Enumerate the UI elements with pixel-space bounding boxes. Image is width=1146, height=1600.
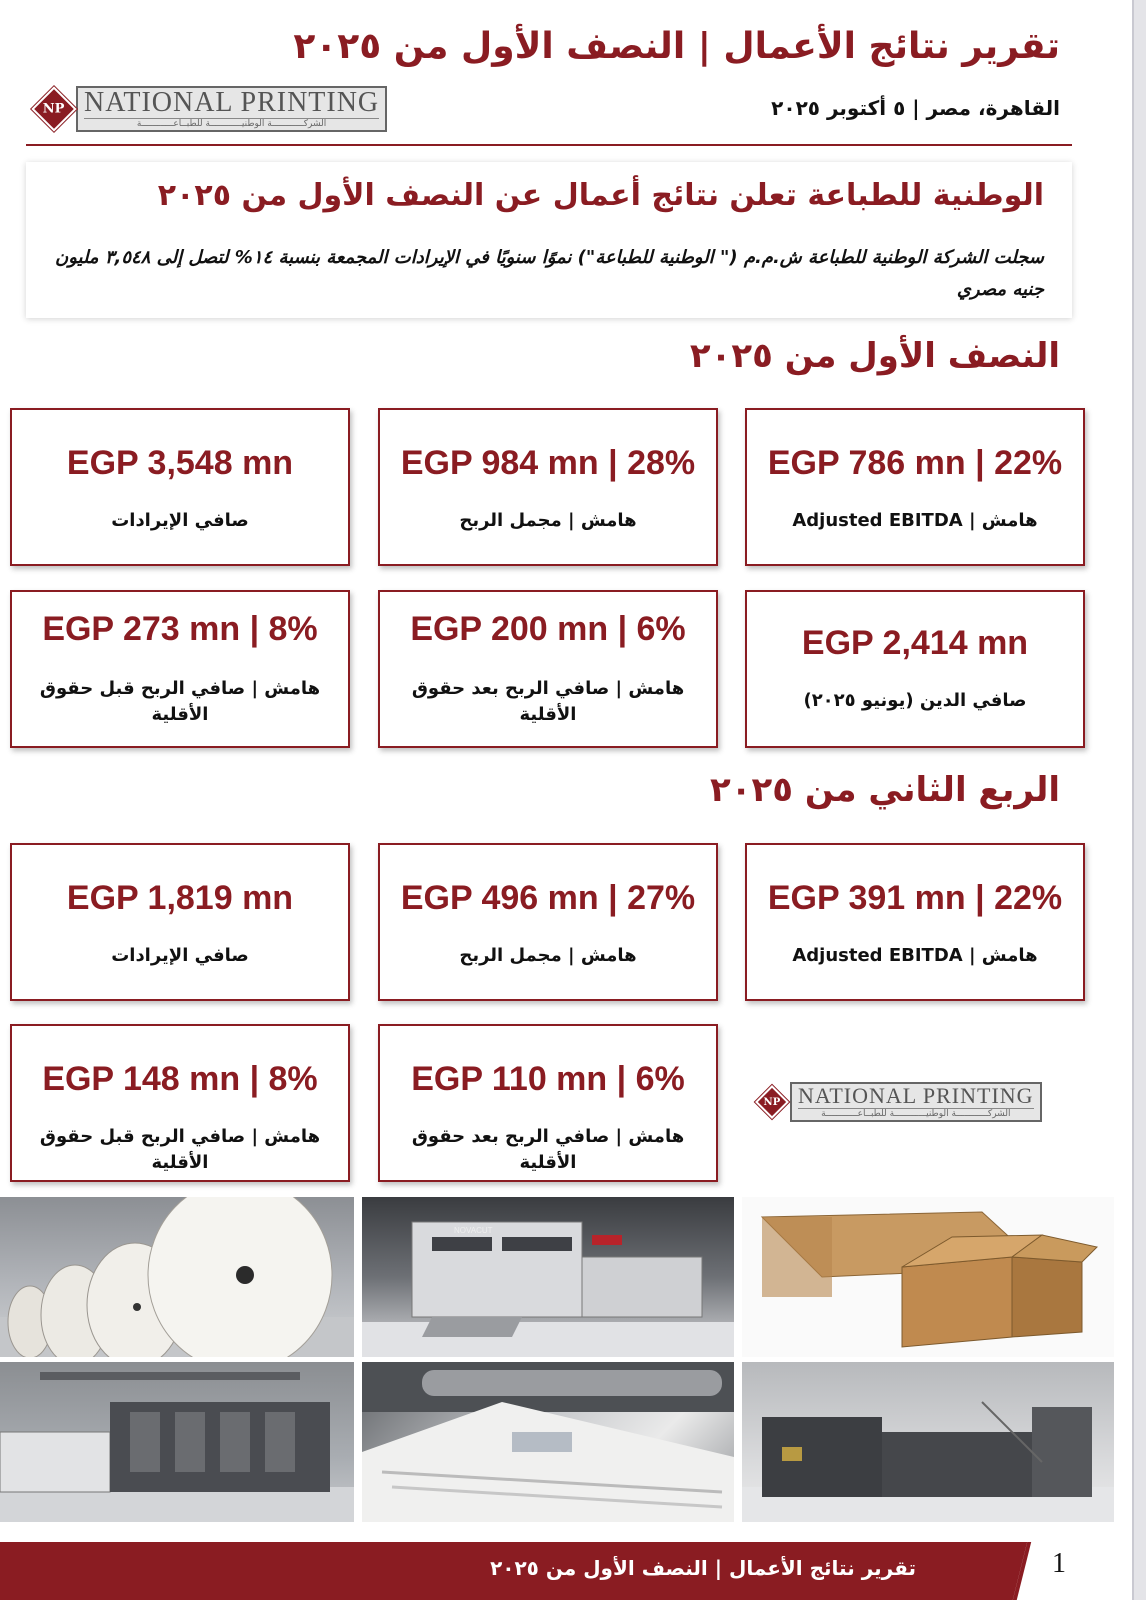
press-label: NOVACUT — [454, 1226, 493, 1235]
kpi-value: EGP 148 mn | 8% — [42, 1060, 318, 1098]
logo-mark: NP — [43, 101, 65, 117]
logo-mark: NP — [763, 1096, 781, 1108]
kpi-card-h1-ebitda — [745, 408, 1085, 566]
page-number: 1 — [1052, 1548, 1066, 1579]
kpi-value: EGP 984 mn | 28% — [400, 444, 696, 482]
kpi-card-h1-gross-profit — [378, 408, 718, 566]
announcement-box — [26, 162, 1072, 318]
photo-die-cutting-machine — [362, 1197, 734, 1357]
announcement-body: سجلت الشركة الوطنية للطباعة ش.م.م (" الوطنية للطباعة") نموًا سنويًا في الإيرادات المجمعة بنسبة ١٤% لتصل إلى ٣,٥٤٨ مليون جنيه مصري — [55, 247, 1044, 300]
paper-rolls-illustration — [0, 1197, 354, 1357]
kpi-value: EGP 200 mn | 6% — [410, 610, 686, 648]
kpi-label: هامش | صافي الربح قبل حقوق الأقلية — [39, 678, 321, 725]
kpi-label: هامش | مجمل الربح — [459, 945, 637, 966]
kpi-card-q2-ebitda — [745, 843, 1085, 1001]
footer-bar — [0, 1542, 1036, 1600]
offset-press-illustration — [0, 1362, 354, 1522]
kpi-value: EGP 110 mn | 6% — [411, 1060, 685, 1098]
kpi-label: هامش | Adjusted EBITDA — [792, 510, 1038, 531]
kpi-label: هامش | Adjusted EBITDA — [792, 945, 1038, 966]
kpi-value: EGP 1,819 mn — [66, 879, 294, 917]
logo-arabic: الشركــــــــــــة الوطنيــــــــــــة للطبــاعــــــــــــة — [798, 1108, 1034, 1120]
logo-diamond-icon — [31, 86, 76, 131]
kpi-value: EGP 2,414 mn — [801, 624, 1029, 662]
kpi-card-q2-net-profit-before-minority — [10, 1024, 350, 1182]
kpi-value: EGP 496 mn | 27% — [400, 879, 696, 917]
kpi-value: EGP 3,548 mn — [66, 444, 294, 482]
kpi-card-h1-net-debt — [745, 590, 1085, 748]
kpi-card-q2-revenue — [10, 843, 350, 1001]
kpi-card-q2-net-profit-after-minority — [378, 1024, 718, 1182]
newspaper-illustration — [362, 1362, 734, 1522]
company-logo — [38, 86, 387, 132]
header-divider — [26, 144, 1072, 146]
logo-diamond-icon — [755, 1085, 789, 1119]
kpi-card-h1-revenue — [10, 408, 350, 566]
section-title-q2: الربع الثاني من ٢٠٢٥ — [710, 770, 1060, 810]
kpi-label: هامش | صافي الربح بعد حقوق الأقلية — [411, 1126, 685, 1173]
logo-name: NATIONAL PRINTING — [84, 87, 380, 118]
kpi-value: EGP 786 mn | 22% — [767, 444, 1063, 482]
kpi-label: صافي الإيرادات — [111, 945, 249, 966]
photo-cardboard-box — [742, 1197, 1114, 1357]
kpi-card-q2-gross-profit — [378, 843, 718, 1001]
logo-wordmark — [76, 86, 387, 132]
page-edge-line — [1132, 0, 1134, 1600]
logo-name: NATIONAL PRINTING — [798, 1083, 1034, 1108]
kpi-label: صافي الدين (يونيو ٢٠٢٥) — [803, 690, 1027, 711]
company-logo-secondary — [760, 1082, 1042, 1122]
location-date: القاهرة، مصر | ٥ أكتوبر ٢٠٢٥ — [771, 96, 1060, 120]
section-title-h1: النصف الأول من ٢٠٢٥ — [689, 336, 1060, 376]
photo-industrial-press — [742, 1362, 1114, 1522]
kpi-card-h1-net-profit-before-minority — [10, 590, 350, 748]
kpi-label: هامش | مجمل الربح — [459, 510, 637, 531]
machine-illustration — [362, 1197, 734, 1357]
report-title: تقرير نتائج الأعمال | النصف الأول من ٢٠٢٥ — [293, 26, 1060, 67]
photo-paper-rolls — [0, 1197, 354, 1357]
announcement-headline: الوطنية للطباعة تعلن نتائج أعمال عن النصف الأول من ٢٠٢٥ — [157, 178, 1044, 213]
kpi-value: EGP 391 mn | 22% — [767, 879, 1063, 917]
kpi-label: صافي الإيرادات — [111, 510, 249, 531]
photo-newspaper-printing — [362, 1362, 734, 1522]
kpi-label: هامش | صافي الربح بعد حقوق الأقلية — [411, 678, 685, 725]
industrial-press-illustration — [742, 1362, 1114, 1522]
kpi-value: EGP 273 mn | 8% — [42, 610, 318, 648]
kpi-card-h1-net-profit-after-minority — [378, 590, 718, 748]
footer-text: تقرير نتائج الأعمال | النصف الأول من ٢٠٢٥ — [490, 1556, 916, 1580]
page-edge — [1134, 0, 1146, 1600]
page-number-tab — [1013, 1542, 1121, 1600]
kpi-label: هامش | صافي الربح قبل حقوق الأقلية — [39, 1126, 321, 1173]
logo-wordmark — [790, 1082, 1042, 1122]
photo-offset-press — [0, 1362, 354, 1522]
cardboard-illustration — [742, 1197, 1114, 1357]
logo-arabic: الشركــــــــــــة الوطنيــــــــــــة للطبــاعــــــــــــة — [84, 118, 379, 130]
